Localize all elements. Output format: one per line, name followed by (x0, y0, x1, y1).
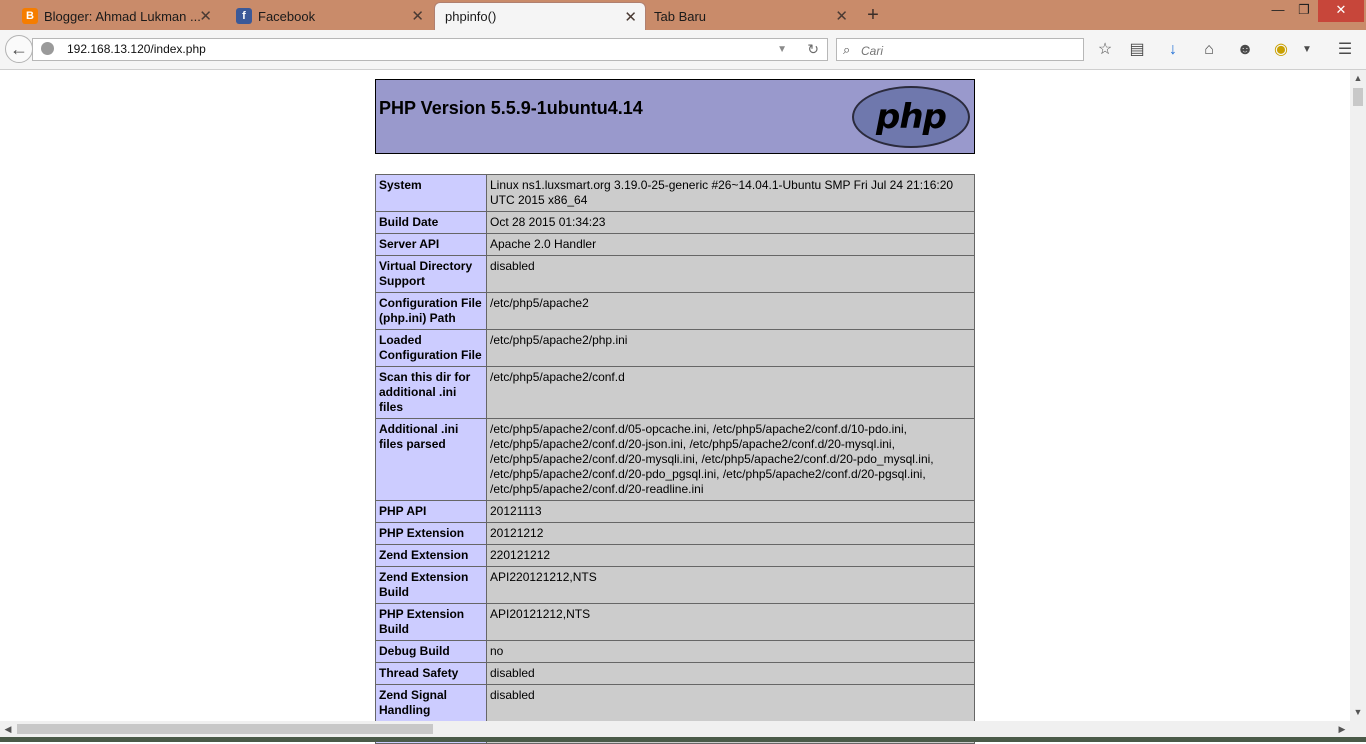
phpinfo-table (375, 174, 975, 744)
table-row (376, 256, 975, 293)
blogger-icon: B (22, 8, 38, 24)
scroll-up-icon[interactable]: ▲ (1353, 73, 1363, 83)
close-icon[interactable]: ✕ (411, 8, 424, 25)
row-value: disabled (487, 256, 975, 293)
scroll-down-icon[interactable]: ▼ (1353, 707, 1363, 717)
row-value: 20121113 (487, 501, 975, 523)
row-value: no (487, 641, 975, 663)
table-row (376, 663, 975, 685)
table-row (376, 419, 975, 501)
download-icon[interactable]: ↓ (1169, 41, 1177, 58)
scroll-left-icon[interactable]: ◀ (4, 724, 12, 734)
row-key: Configuration File (php.ini) Path (376, 293, 487, 330)
row-value: API20121212,NTS (487, 604, 975, 641)
table-row (376, 604, 975, 641)
page-title: PHP Version 5.5.9-1ubuntu4.14 (379, 98, 643, 118)
addon-dropdown-icon[interactable]: ▼ (1302, 44, 1312, 55)
reading-list-icon[interactable]: ▤ (1129, 41, 1145, 58)
tab-label: Facebook (258, 8, 316, 24)
row-value: /etc/php5/apache2/conf.d/05-opcache.ini, /etc/php5/apache2/conf.d/10-pdo.ini, /etc/php5/apache2/conf.d/20-json.ini, /etc/php5/apache2/conf.d/20-mysql.ini, /etc/php5/apache2/conf.d/20-mysqli.ini, /etc/php5/apache2/conf.d/20-pdo_mysql.ini, /etc/php5/apache2/conf.d/20-pdo_pgsql.ini, /etc/php5/apache2/conf.d/20-pgsql.ini, /etc/php5/apache2/conf.d/20-readline.ini (487, 419, 975, 501)
search-icon: ⌕ (843, 42, 851, 57)
table-row (376, 567, 975, 604)
scroll-right-icon[interactable]: ▶ (1338, 724, 1346, 734)
row-key: Server API (376, 234, 487, 256)
address-bar[interactable] (32, 38, 828, 61)
row-value: /etc/php5/apache2/php.ini (487, 330, 975, 367)
reload-icon[interactable]: ↻ (807, 41, 819, 57)
vertical-scrollbar[interactable] (1350, 70, 1366, 721)
facebook-icon: f (236, 8, 252, 24)
minimize-button[interactable]: — (1271, 2, 1285, 17)
search-box[interactable] (836, 38, 1084, 61)
row-value: Oct 28 2015 01:34:23 (487, 212, 975, 234)
table-row (376, 212, 975, 234)
table-row (376, 545, 975, 567)
menu-icon[interactable]: ☰ (1337, 41, 1353, 58)
table-row (376, 501, 975, 523)
row-key: Zend Extension Build (376, 567, 487, 604)
addon-icon[interactable]: ◉ (1274, 41, 1288, 58)
row-key: System (376, 175, 487, 212)
search-input[interactable] (859, 40, 1083, 61)
table-row (376, 234, 975, 256)
table-row (376, 367, 975, 419)
row-value: disabled (487, 663, 975, 685)
tab-label: Tab Baru (654, 8, 707, 24)
back-button[interactable] (5, 35, 33, 63)
dropdown-arrow-icon[interactable]: ▼ (777, 44, 787, 55)
url-text[interactable]: 192.168.13.120/index.php (67, 42, 206, 56)
logo-text: php (876, 97, 946, 137)
row-key: Thread Safety (376, 663, 487, 685)
page-viewport (0, 70, 1350, 721)
taskbar-strip (0, 737, 1366, 742)
row-key: Zend Extension (376, 545, 487, 567)
table-row (376, 641, 975, 663)
row-value: disabled (487, 685, 975, 722)
close-icon[interactable]: ✕ (199, 8, 212, 25)
close-window-button[interactable]: ✕ (1318, 0, 1364, 22)
chat-icon[interactable]: ☻ (1236, 41, 1254, 58)
row-key: Zend Signal Handling (376, 685, 487, 722)
close-icon[interactable]: ✕ (835, 8, 848, 25)
scroll-corner (1350, 721, 1366, 737)
row-value: Linux ns1.luxsmart.org 3.19.0-25-generic #26~14.04.1-Ubuntu SMP Fri Jul 24 21:16:20 UTC 2015 x86_64 (487, 175, 975, 212)
close-icon[interactable]: ✕ (624, 9, 637, 26)
tab-facebook[interactable] (222, 2, 432, 30)
row-key: Loaded Configuration File (376, 330, 487, 367)
row-key: Build Date (376, 212, 487, 234)
row-value: Apache 2.0 Handler (487, 234, 975, 256)
php-logo-icon[interactable] (852, 86, 970, 148)
navigation-toolbar (0, 30, 1366, 70)
tab-tab-baru[interactable] (646, 2, 856, 30)
row-value: 20121212 (487, 523, 975, 545)
table-row (376, 175, 975, 212)
table-row (376, 293, 975, 330)
tab-phpinfo[interactable] (434, 2, 646, 30)
home-icon[interactable]: ⌂ (1204, 41, 1214, 58)
table-row (376, 685, 975, 722)
globe-icon (41, 42, 54, 55)
row-key: PHP Extension Build (376, 604, 487, 641)
browser-titlebar (0, 0, 1366, 30)
row-key: Additional .ini files parsed (376, 419, 487, 501)
phpinfo-container (375, 79, 975, 744)
new-tab-button[interactable]: + (867, 4, 879, 26)
horizontal-scrollbar[interactable] (0, 721, 1350, 737)
row-key: PHP API (376, 501, 487, 523)
scroll-thumb[interactable] (1353, 88, 1363, 106)
arrow-left-icon: ← (10, 39, 28, 59)
table-row (376, 330, 975, 367)
row-value: /etc/php5/apache2 (487, 293, 975, 330)
bookmark-star-icon[interactable]: ☆ (1097, 41, 1113, 58)
row-key: PHP Extension (376, 523, 487, 545)
tab-label: phpinfo() (445, 9, 497, 24)
row-key: Scan this dir for additional .ini files (376, 367, 487, 419)
row-key: Virtual Directory Support (376, 256, 487, 293)
tab-label: Blogger: Ahmad Lukman ... (44, 8, 201, 24)
row-value: /etc/php5/apache2/conf.d (487, 367, 975, 419)
table-row (376, 523, 975, 545)
row-key: Debug Build (376, 641, 487, 663)
scroll-thumb[interactable] (17, 724, 433, 734)
php-version-header (375, 79, 975, 154)
row-value: API220121212,NTS (487, 567, 975, 604)
row-value: 220121212 (487, 545, 975, 567)
restore-button[interactable]: ❐ (1298, 2, 1310, 17)
tab-blogger[interactable] (8, 2, 220, 30)
